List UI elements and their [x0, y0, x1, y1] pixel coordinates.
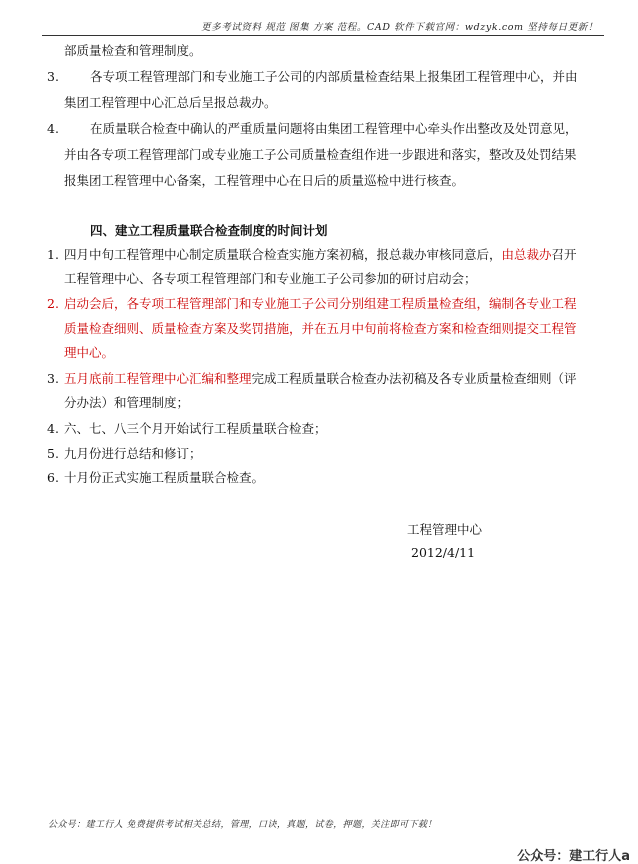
item-number: 2. [47, 296, 59, 311]
paragraph-line: 各专项工程管理部门和专业施工子公司的内部质量检查结果上报集团工程管理中心，并由 [90, 69, 578, 84]
text-black: 完成工程质量联合检查办法初稿及各专业质量检查细则（评 [251, 371, 577, 386]
signature-date: 2012/4/11 [411, 545, 476, 560]
paragraph-line: 六、七、八三个月开始试行工程质量联合检查； [64, 421, 327, 436]
paragraph-line: 报集团工程管理中心备案，工程管理中心在日后的质量巡检中进行核查。 [64, 173, 465, 188]
paragraph-line: 质量检查细则、质量检查方案及奖罚措施，并在五月中旬前将检查方案和检查细则提交工程管 [64, 321, 577, 336]
item-number: 3. [47, 371, 59, 386]
paragraph-line: 并由各专项工程管理部门或专业施工子公司质量检查组作进一步跟进和落实，整改及处罚结果 [64, 147, 577, 162]
paragraph-line: 九月份进行总结和修订； [64, 446, 202, 461]
paragraph-line: 分办法）和管理制度； [64, 395, 190, 410]
item-number: 1. [47, 247, 59, 262]
section3-continuation: 部质量检查和管理制度。 [64, 43, 202, 58]
page-header-text: 更多考试资料 规范 图集 方案 范程。CAD 软件下载官网：wdzyk.com 坚持每日更新！ [201, 22, 598, 33]
item-number: 4. [47, 121, 59, 136]
text-black: 召开 [551, 247, 577, 262]
text-red: 五月底前工程管理中心汇编和整理 [64, 371, 252, 386]
header-divider [42, 35, 604, 36]
section-heading: 四、建立工程质量联合检查制度的时间计划 [90, 223, 328, 238]
signature-org: 工程管理中心 [407, 522, 483, 537]
paragraph-line [64, 366, 577, 392]
item-number: 3. [47, 69, 59, 84]
text-black: 四月中旬工程管理中心制定质量联合检查实施方案初稿，报总裁办审核同意后， [64, 247, 502, 262]
watermark-text: 公众号：建工行人a [517, 849, 630, 864]
item-number: 6. [47, 470, 59, 485]
paragraph-line: 理中心。 [64, 345, 115, 360]
text-red: 由总裁办 [501, 247, 552, 262]
item-number: 4. [47, 421, 59, 436]
paragraph-line: 十月份正式实施工程质量联合检查。 [64, 470, 265, 485]
paragraph-line: 工程管理中心、各专项工程管理部门和专业施工子公司参加的研讨启动会； [64, 271, 477, 286]
paragraph-line: 集团工程管理中心汇总后呈报总裁办。 [64, 95, 277, 110]
page-footer-text: 公众号：建工行人 免费提供考试相关总结，管理，口诀，真题，试卷，押题，关注即可下载！ [48, 820, 437, 830]
paragraph-line: 启动会后，各专项工程管理部门和专业施工子公司分别组建工程质量检查组，编制各专业工程 [64, 296, 577, 311]
item-number: 5. [47, 446, 59, 461]
paragraph-line: 在质量联合检查中确认的严重质量问题将由集团工程管理中心牵头作出整改及处罚意见， [90, 121, 578, 136]
paragraph-line [64, 242, 577, 268]
